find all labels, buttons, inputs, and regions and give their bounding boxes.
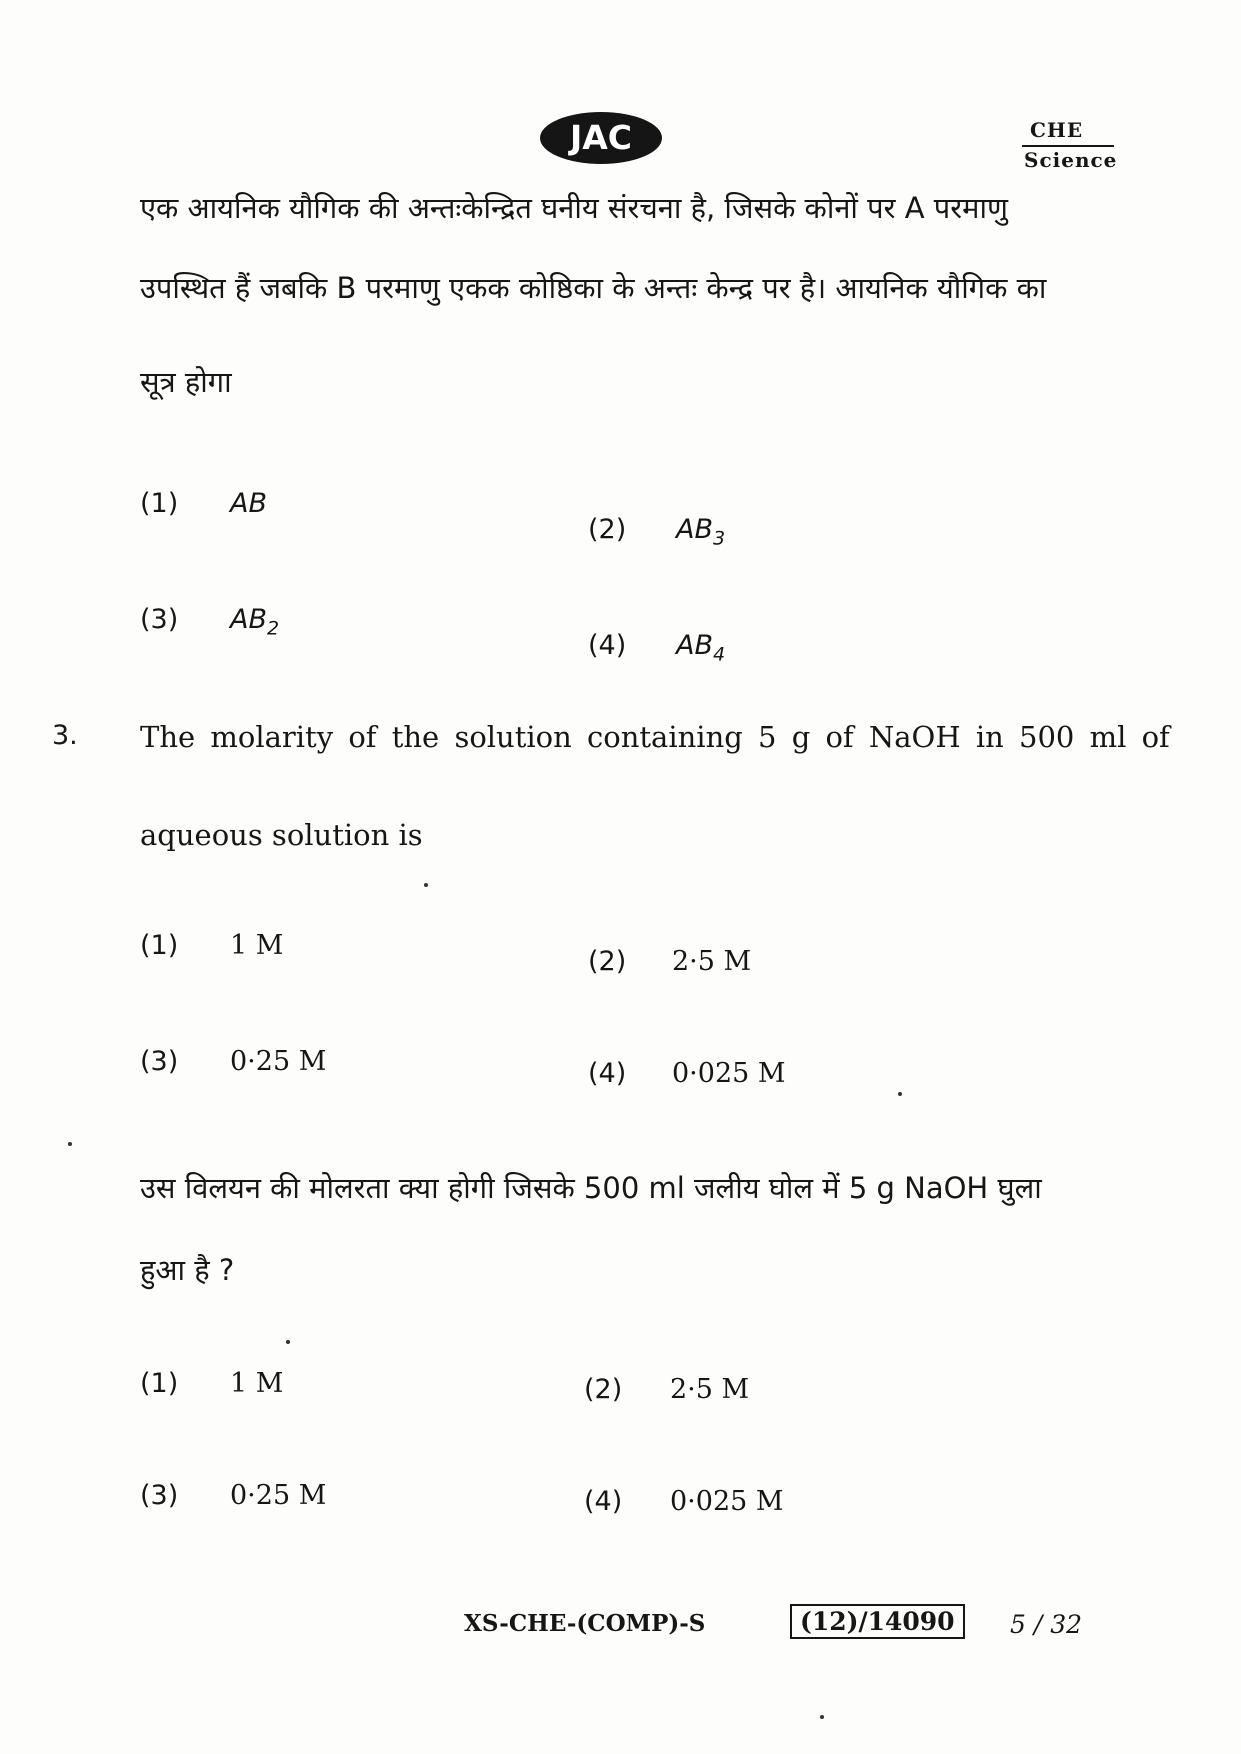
q2-option-4-number: (4) <box>588 630 627 661</box>
q3-hi-option-3-number: (3) <box>140 1480 179 1511</box>
q2-option-1-number: (1) <box>140 488 179 519</box>
q3-option-2-number: (2) <box>588 946 627 977</box>
q2-option-1-text: AB <box>230 488 267 519</box>
q3-option-2-text: 2·5 M <box>672 946 752 977</box>
q3-option-4-text: 0·025 M <box>672 1058 786 1089</box>
q2-line-1: एक आयनिक यौगिक की अन्तःकेन्द्रित घनीय संरचना है, जिसके कोनों पर A परमाणु <box>140 191 1008 225</box>
q3-hi-option-4-number: (4) <box>584 1486 623 1517</box>
q2-option-4-text: $AB_4$ <box>676 630 726 666</box>
q3-hi-option-2-number: (2) <box>584 1374 623 1405</box>
scan-speck <box>286 1340 290 1344</box>
jac-logo <box>540 112 662 164</box>
paper-code: XS-CHE-(COMP)-S <box>464 1610 706 1637</box>
q2-line-2: उपस्थित हैं जबकि B परमाणु एकक कोष्ठिका के अन्तः केन्द्र पर है। आयनिक यौगिक का <box>140 271 1047 305</box>
q3-option-3-number: (3) <box>140 1046 179 1077</box>
q3-number: 3. <box>52 720 78 751</box>
q2-line-3: सूत्र होगा <box>140 365 232 399</box>
q3-hi-option-3-text: 0·25 M <box>230 1480 327 1511</box>
q3-option-4-number: (4) <box>588 1058 627 1089</box>
subject-name: Science <box>1024 148 1118 172</box>
logo-text: JAC <box>569 118 633 157</box>
subject-code: CHE <box>1030 118 1084 142</box>
q3-option-1-text: 1 M <box>230 930 284 961</box>
paper-serial: (12)/14090 <box>790 1604 965 1639</box>
page-number: 5 / 32 <box>1010 1610 1083 1639</box>
scan-speck <box>424 883 428 887</box>
q2-option-2-text: $AB_3$ <box>676 514 726 550</box>
q3-hi-option-4-text: 0·025 M <box>670 1486 784 1517</box>
q2-option-3-text: $AB_2$ <box>230 604 280 640</box>
q3-hi-option-1-text: 1 M <box>230 1368 284 1399</box>
q3-option-1-number: (1) <box>140 930 179 961</box>
scan-speck <box>898 1092 902 1096</box>
q3-option-3-text: 0·25 M <box>230 1046 327 1077</box>
q3-hindi-line-1: उस विलयन की मोलरता क्या होगी जिसके 500 ml जलीय घोल में 5 g NaOH घुला <box>140 1171 1042 1205</box>
scan-speck <box>68 1142 72 1146</box>
q3-hi-option-1-number: (1) <box>140 1368 179 1399</box>
scan-speck <box>820 1715 824 1719</box>
q2-option-2-number: (2) <box>588 514 627 545</box>
q3-english-line-2: aqueous solution is <box>140 818 423 852</box>
q3-hindi-line-2: हुआ है ? <box>140 1253 235 1287</box>
q3-hi-option-2-text: 2·5 M <box>670 1374 750 1405</box>
q2-option-3-number: (3) <box>140 604 179 635</box>
subject-divider <box>1022 145 1114 147</box>
q3-english-line-1: The molarity of the solution containing 5 g of NaOH in 500 ml of <box>140 720 1170 754</box>
